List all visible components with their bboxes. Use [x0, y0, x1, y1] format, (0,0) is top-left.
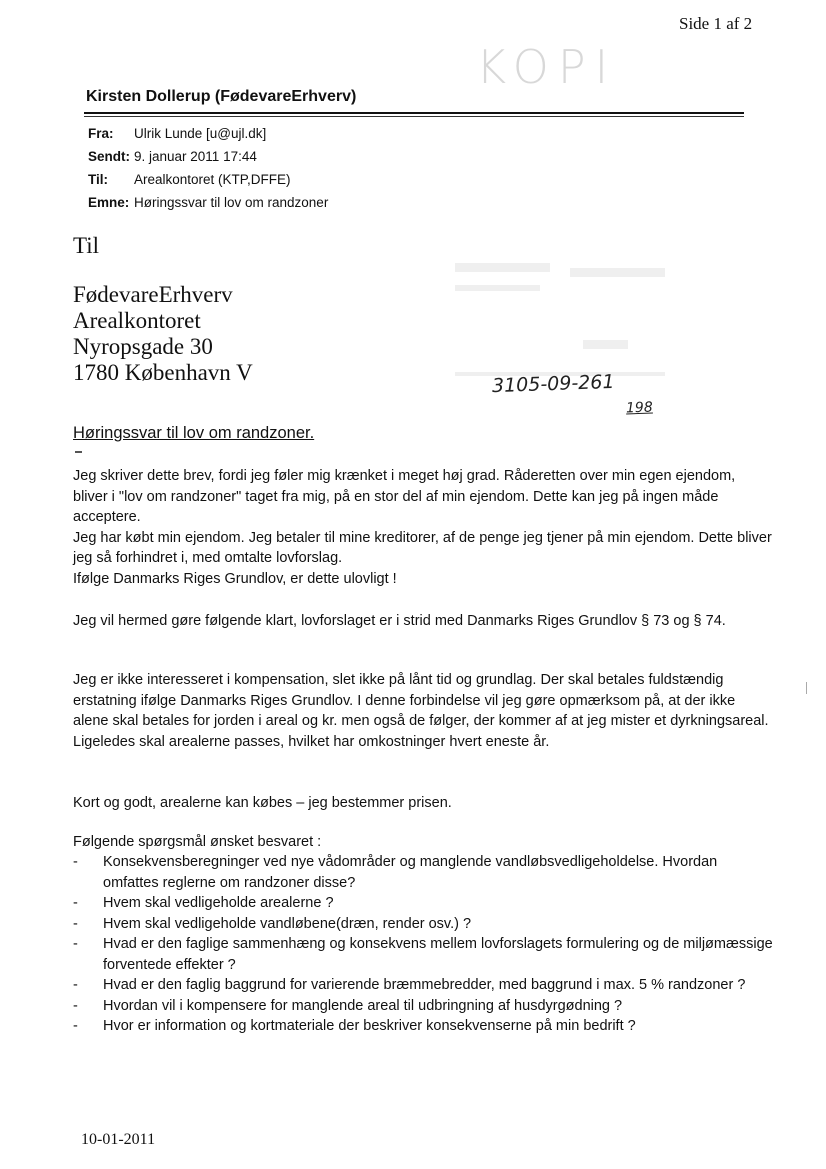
handwritten-journal-sub: 198: [625, 399, 654, 417]
questions-intro: Følgende spørgsmål ønsket besvaret :: [73, 834, 322, 850]
faint-stamp-mark: [455, 285, 540, 291]
dash-mark: [75, 451, 82, 453]
header-value: 9. januar 2011 17:44: [134, 149, 257, 164]
list-bullet: -: [73, 895, 78, 911]
faint-stamp-mark: [583, 340, 628, 349]
header-value: Arealkontoret (KTP,DFFE): [134, 172, 291, 187]
faint-stamp-mark: [455, 263, 550, 272]
paragraph: [73, 611, 773, 632]
address-line: Nyropsgade 30: [73, 334, 213, 359]
list-bullet: -: [73, 997, 78, 1014]
paragraph: [73, 466, 773, 589]
list-bullet: -: [73, 1018, 78, 1034]
paragraph-line: Jeg er ikke interesseret i kompensation, slet ikke på lånt tid og grundlag. Der skal betales fuldstændig erstatning ifølge Danmarks Riges Grundlov. I denne forbindelse vil jeg gøre opmærksom på, at der ikke alene skal betales for jorden i areal og kr. men også de følger, der kommer af at jeg mister et dyrkningsareal.: [73, 672, 769, 729]
questions-list: [73, 852, 773, 1037]
scan-edge-mark: [806, 682, 807, 694]
list-item: [73, 996, 773, 1017]
header-label: Til:: [88, 172, 108, 187]
list-item: [73, 893, 773, 914]
email-header-sent: [88, 149, 588, 167]
footer-date: 10-01-2011: [81, 1131, 156, 1148]
question-text: Hvor er information og kortmateriale der beskriver konsekvenserne på min bedrift ?: [103, 1018, 636, 1034]
address-line: Arealkontoret: [73, 308, 201, 333]
letter-subject: Høringssvar til lov om randzoner.: [73, 424, 315, 442]
list-item: [73, 914, 773, 935]
header-divider-thin: [84, 116, 744, 117]
recipient-address: [73, 282, 253, 386]
list-item: [73, 1016, 773, 1037]
question-text: Hvad er den faglig baggrund for varierende bræmmebredder, med baggrund i max. 5 % randzoner ?: [103, 977, 746, 993]
header-divider: [84, 112, 744, 114]
list-bullet: -: [73, 915, 78, 932]
faint-stamp-mark: [570, 268, 665, 277]
header-label: Sendt:: [88, 149, 130, 164]
handwritten-journal-number: 3105-09-261: [491, 370, 615, 398]
list-bullet: -: [73, 936, 78, 952]
paragraph: [73, 793, 773, 814]
question-text: Hvem skal vedligeholde vandløbene(dræn, render osv.) ?: [103, 915, 472, 932]
kopi-stamp: KOPI: [476, 40, 618, 94]
address-line: 1780 København V: [73, 360, 253, 385]
paragraph-line: Ligeledes skal arealerne passes, hvilket har omkostninger hvert eneste år.: [73, 733, 550, 750]
header-label: Emne:: [88, 195, 130, 210]
header-value: Ulrik Lunde [u@ujl.dk]: [134, 126, 267, 141]
email-header-subject: [88, 195, 588, 213]
list-bullet: -: [73, 854, 78, 870]
paragraph-line: Jeg skriver dette brev, fordi jeg føler mig krænket i meget høj grad. Råderetten over min egen ejendom, bliver i "lov om randzoner" taget fra mig, på en stor del af min ejendom. Dette kan jeg på ingen måde acceptere.: [73, 468, 736, 525]
question-text: Hvem skal vedligeholde arealerne ?: [103, 895, 334, 911]
list-bullet: -: [73, 977, 78, 993]
list-item: [73, 975, 773, 996]
page-number: Side 1 af 2: [679, 14, 753, 33]
paragraph-line: Jeg har købt min ejendom. Jeg betaler til mine kreditorer, af de penge jeg tjener på min ejendom. Dette bliver jeg så forhindret i, med omtalte lovforslag.: [73, 529, 772, 566]
header-label: Fra:: [88, 126, 114, 141]
question-text: Hvad er den faglige sammenhæng og konsekvens mellem lovforslagets formulering og de miljømæssige forventede effekter ?: [103, 936, 773, 973]
email-header-from: [88, 126, 588, 144]
paragraph: [73, 670, 773, 752]
header-value: Høringssvar til lov om randzoner: [134, 195, 329, 210]
question-text: Konsekvensberegninger ved nye vådområder og manglende vandløbsvedligeholdelse. Hvordan omfattes reglerne om randzoner disse?: [103, 854, 718, 891]
paragraph-line: Jeg vil hermed gøre følgende klart, lovforslaget er i strid med Danmarks Riges Grundlov § 73 og § 74.: [73, 613, 726, 629]
sender-name: Kirsten Dollerup (FødevareErhverv): [86, 88, 357, 105]
list-item: [73, 934, 773, 975]
question-text: Hvordan vil i kompensere for manglende areal til udbringning af husdyrgødning ?: [103, 997, 623, 1014]
paragraph-line: Kort og godt, arealerne kan købes – jeg bestemmer prisen.: [73, 795, 452, 811]
greeting: Til: [73, 233, 100, 258]
list-item: [73, 852, 773, 893]
email-header-to: [88, 172, 588, 190]
address-line: FødevareErhverv: [73, 282, 233, 307]
paragraph-line: Ifølge Danmarks Riges Grundlov, er dette ulovligt !: [73, 570, 397, 587]
